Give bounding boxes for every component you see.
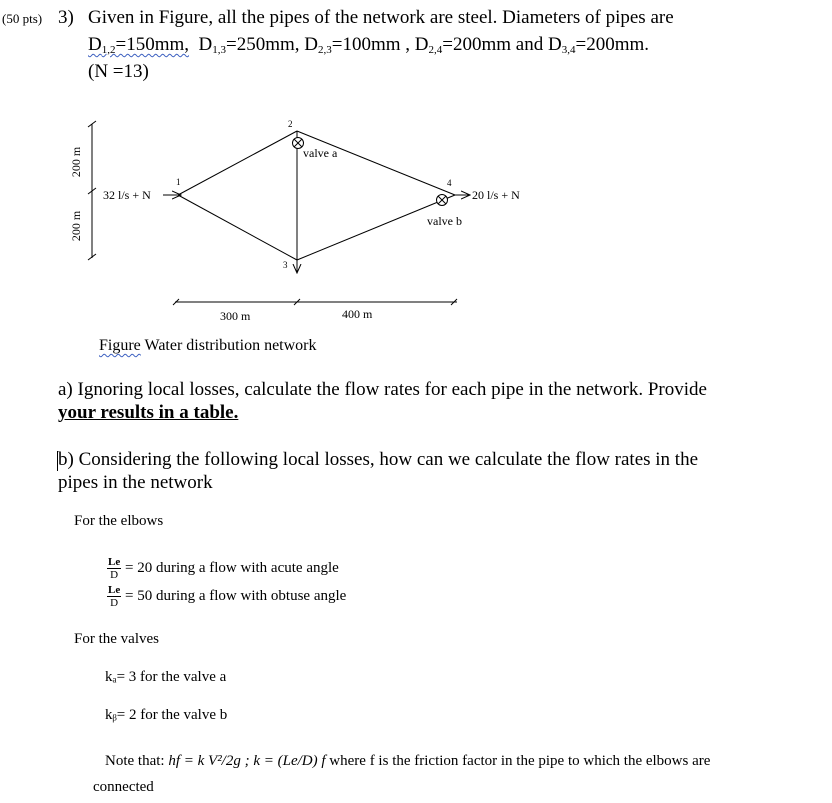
network-figure	[0, 110, 520, 330]
part-b-line-2: pipes in the network	[58, 472, 213, 493]
inflow-label: 32 l/s + N	[103, 188, 151, 202]
node-3-label: 3	[283, 260, 288, 270]
diameters-line: $D_{1,2}=150mm$, $D_{1,3}=250mm$, $D_{2,3}=100mm$ , $D_{2,4}=200mm$ and $D_{3,4}=200mm$.	[88, 34, 650, 56]
pipe-2-4	[297, 131, 455, 195]
node-2-label: 2	[288, 119, 293, 129]
dim-top-label: 200 m	[69, 146, 83, 178]
valves-heading: For the valves	[74, 631, 159, 647]
figure-caption: Figure Water distribution network	[99, 337, 317, 354]
note-line: Note that: hf = k V²/2g ; k = (Le/D) f where f is the friction factor in the pipe to which the elbows are	[105, 753, 711, 769]
dim-bottom-label: 200 m	[69, 210, 83, 242]
valve-a-coefficient: kₐ= 3 for the valve a	[105, 669, 227, 685]
part-a-line-2: your results in a table.	[58, 402, 239, 423]
valve-b-coefficient: kᵦ= 2 for the valve b	[105, 707, 228, 723]
elbow-obtuse-equation: $\frac{Le}{D}$ = 50 during a flow with obtuse angle	[108, 584, 347, 609]
valve-b-icon	[437, 195, 448, 206]
node-4-label: 4	[447, 178, 452, 188]
valve-a-label: valve a	[303, 146, 338, 160]
elbows-heading: For the elbows	[74, 513, 164, 529]
n-value: (N =13)	[88, 61, 149, 82]
pipe-1-3	[178, 195, 297, 260]
pipe-1-2	[178, 131, 297, 195]
note-line-2: connected	[93, 779, 154, 795]
outflow-label: 20 l/s + N	[472, 188, 520, 202]
part-a-line-1: a) Ignoring local losses, calculate the flow rates for each pipe in the network. Provide	[58, 379, 707, 400]
node-1-label: 1	[176, 177, 181, 187]
part-b-line-1: b) Considering the following local losses, how can we calculate the flow rates in the	[58, 449, 699, 470]
elbow-acute-equation: $\frac{Le}{D}$ = 20 during a flow with acute angle	[108, 556, 339, 581]
question-line-1: Given in Figure, all the pipes of the network are steel. Diameters of pipes are	[88, 7, 674, 28]
valve-a-icon	[293, 138, 304, 149]
points-label: (50 pts)	[2, 11, 43, 26]
dim-right-label: 400 m	[342, 307, 373, 321]
valve-b-label: valve b	[427, 214, 462, 228]
question-number: 3)	[58, 7, 74, 28]
dim-left-label: 300 m	[220, 309, 251, 323]
